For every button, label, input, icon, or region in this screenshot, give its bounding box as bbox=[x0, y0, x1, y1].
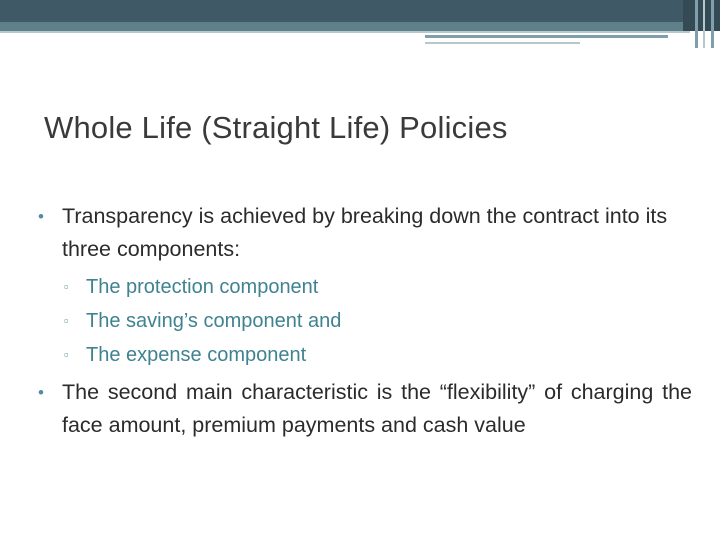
sub-bullet-item bbox=[38, 338, 698, 372]
header-band-dark bbox=[0, 0, 720, 22]
header-stripe bbox=[711, 0, 714, 48]
sub-bullet-item bbox=[38, 270, 698, 304]
bullet-text: The second main characteristic is the “flexibility” of charging the face amount, premium payments and cash value bbox=[62, 380, 692, 437]
sub-bullet-text: The saving’s component and bbox=[86, 310, 342, 332]
header-stripe bbox=[425, 42, 580, 44]
bullet-item bbox=[38, 200, 698, 266]
bullet-item bbox=[38, 376, 692, 442]
header-stripe bbox=[425, 35, 668, 38]
sub-bullet-text: The expense component bbox=[86, 344, 307, 366]
sub-bullet-marker: ▫ bbox=[64, 313, 69, 328]
bullet-marker: • bbox=[38, 383, 44, 402]
header-stripe bbox=[0, 31, 690, 33]
header-stripe bbox=[703, 0, 705, 48]
sub-bullet-marker: ▫ bbox=[64, 347, 69, 362]
sub-bullet-text: The protection component bbox=[86, 276, 319, 298]
slide-title: Whole Life (Straight Life) Policies bbox=[44, 110, 508, 145]
sub-bullet-marker: ▫ bbox=[64, 279, 69, 294]
header-stripe bbox=[695, 0, 698, 48]
sub-bullet-item bbox=[38, 304, 698, 338]
slide-body bbox=[38, 200, 698, 442]
header-band-teal bbox=[0, 22, 720, 31]
bullet-marker: • bbox=[38, 207, 44, 226]
header-band-right-block bbox=[683, 0, 720, 31]
bullet-text: Transparency is achieved by breaking down the contract into its three components: bbox=[62, 204, 668, 261]
